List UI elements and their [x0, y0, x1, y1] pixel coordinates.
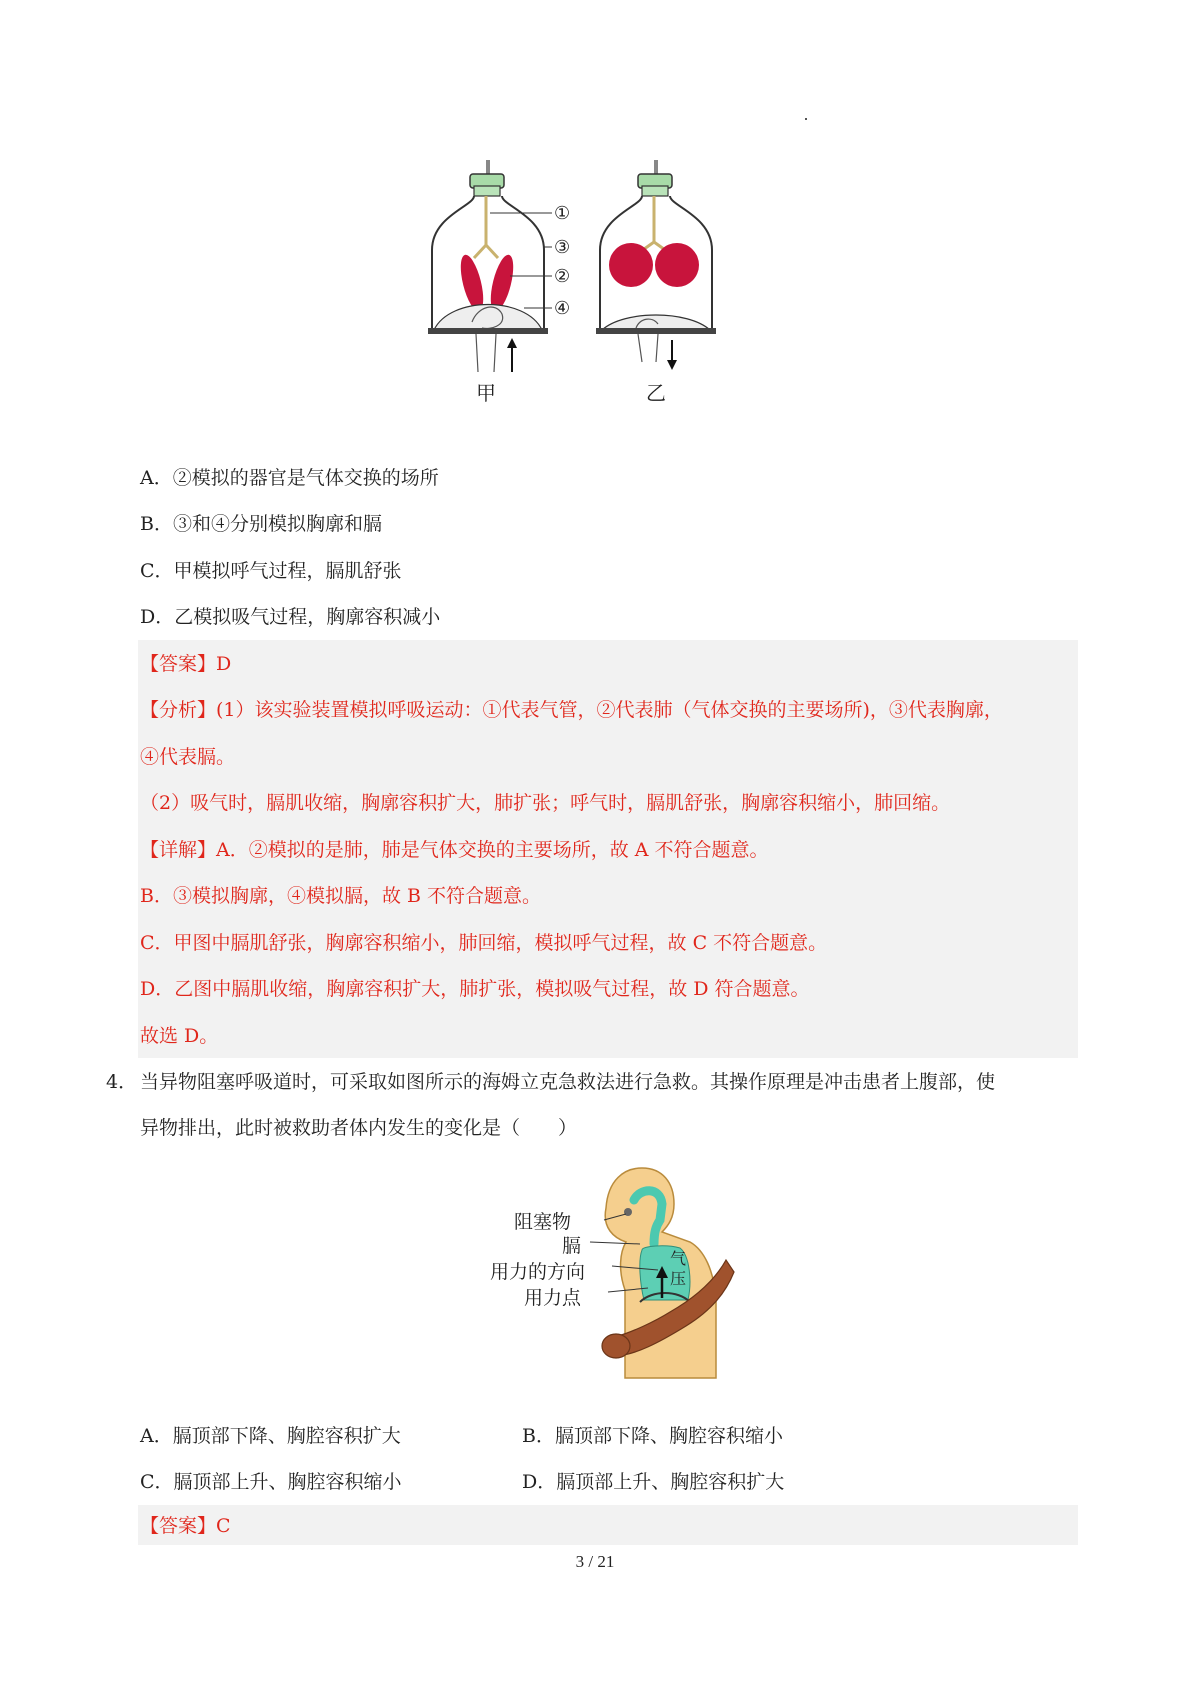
- q4-option-b-text: 膈顶部下降、胸腔容积缩小: [554, 1425, 783, 1447]
- bell-jar-figure: [420, 150, 740, 420]
- q3-analysis-line-3: （2）吸气时，膈肌收缩，胸廓容积扩大，肺扩张；呼气时，膈肌舒张，胸廓容积缩小，肺回缩。: [140, 792, 951, 814]
- q4-option-c: [140, 1470, 402, 1494]
- q4-option-c-text: 膈顶部上升、胸腔容积缩小: [173, 1471, 402, 1493]
- caption-yi: 乙: [646, 381, 666, 405]
- bell-jar-right: [596, 160, 716, 370]
- q3-option-d: [140, 605, 440, 629]
- q3-option-d-text: 乙模拟吸气过程，胸廓容积减小: [174, 606, 441, 628]
- caption-jia: 甲: [476, 381, 496, 405]
- q3-option-c: [140, 559, 402, 583]
- q4-stem-line-2: 异物排出，此时被救助者体内发生的变化是（ ）: [140, 1117, 578, 1139]
- q3-option-d-key: D．: [140, 606, 175, 628]
- q4-option-a: [140, 1424, 401, 1448]
- label-pressure-1: 气: [670, 1249, 687, 1268]
- q3-detail-line-2: B．③模拟胸廓，④模拟膈，故 B 不符合题意。: [140, 885, 542, 907]
- q4-option-d-text: 膈顶部上升、胸腔容积扩大: [556, 1471, 785, 1493]
- label-diaphragm: 膈: [562, 1235, 582, 1257]
- q4-option-a-text: 膈顶部下降、胸腔容积扩大: [172, 1425, 401, 1447]
- q3-detail-line-3: C．甲图中膈肌舒张，胸廓容积缩小，肺回缩，模拟呼气过程，故 C 不符合题意。: [140, 932, 828, 954]
- q4-option-d: [522, 1470, 784, 1494]
- q4-answer: 【答案】C: [140, 1515, 231, 1537]
- label-circled-2: ②: [554, 266, 571, 287]
- q4-option-c-key: C．: [140, 1471, 174, 1493]
- q3-analysis-line-1: 【分析】(1）该实验装置模拟呼吸运动：①代表气管，②代表肺（气体交换的主要场所)，③代表胸廓，: [140, 699, 1003, 721]
- q3-answer: 【答案】D: [140, 653, 232, 675]
- page-number: 3 / 21: [575, 1552, 615, 1571]
- q3-option-b: [140, 512, 382, 536]
- label-pressure-2: 压: [670, 1269, 687, 1288]
- q3-option-b-key: B．: [140, 513, 173, 535]
- label-obstruction: 阻塞物: [514, 1211, 572, 1233]
- speck-dot: [805, 118, 807, 120]
- q4-option-b-key: B．: [522, 1425, 555, 1447]
- label-circled-3: ③: [554, 237, 571, 258]
- q4-option-d-key: D．: [522, 1471, 557, 1493]
- q3-detail-line-4: D．乙图中膈肌收缩，胸廓容积扩大，肺扩张，模拟吸气过程，故 D 符合题意。: [140, 978, 810, 1000]
- q3-option-a-text: ②模拟的器官是气体交换的场所: [172, 467, 439, 489]
- q3-option-b-text: ③和④分别模拟胸廓和膈: [172, 513, 382, 535]
- q4-number: 4．: [106, 1071, 138, 1093]
- q3-analysis-line-2: ④代表膈。: [140, 746, 236, 768]
- label-force-direction: 用力的方向: [490, 1261, 586, 1283]
- label-circled-1: ①: [554, 203, 571, 224]
- bell-jar-left: [428, 160, 548, 372]
- q4-option-b: [522, 1424, 783, 1448]
- q3-detail-line-1: 【详解】A．②模拟的是肺，肺是气体交换的主要场所，故 A 不符合题意。: [140, 839, 769, 861]
- q3-conclusion: 故选 D。: [140, 1025, 219, 1047]
- q3-option-a: [140, 466, 439, 490]
- q3-option-a-key: A．: [140, 467, 173, 489]
- label-circled-4: ④: [554, 298, 571, 319]
- q4-option-a-key: A．: [140, 1425, 173, 1447]
- q4-answer-block: [138, 1505, 1078, 1545]
- heimlich-figure: [490, 1160, 750, 1382]
- label-force-point: 用力点: [524, 1287, 582, 1309]
- q4-stem-line-1: 当异物阻塞呼吸道时，可采取如图所示的海姆立克急救法进行急救。其操作原理是冲击患者上腹部，使: [140, 1071, 996, 1093]
- q3-option-c-text: 甲模拟呼气过程，膈肌舒张: [173, 560, 402, 582]
- q3-option-c-key: C．: [140, 560, 174, 582]
